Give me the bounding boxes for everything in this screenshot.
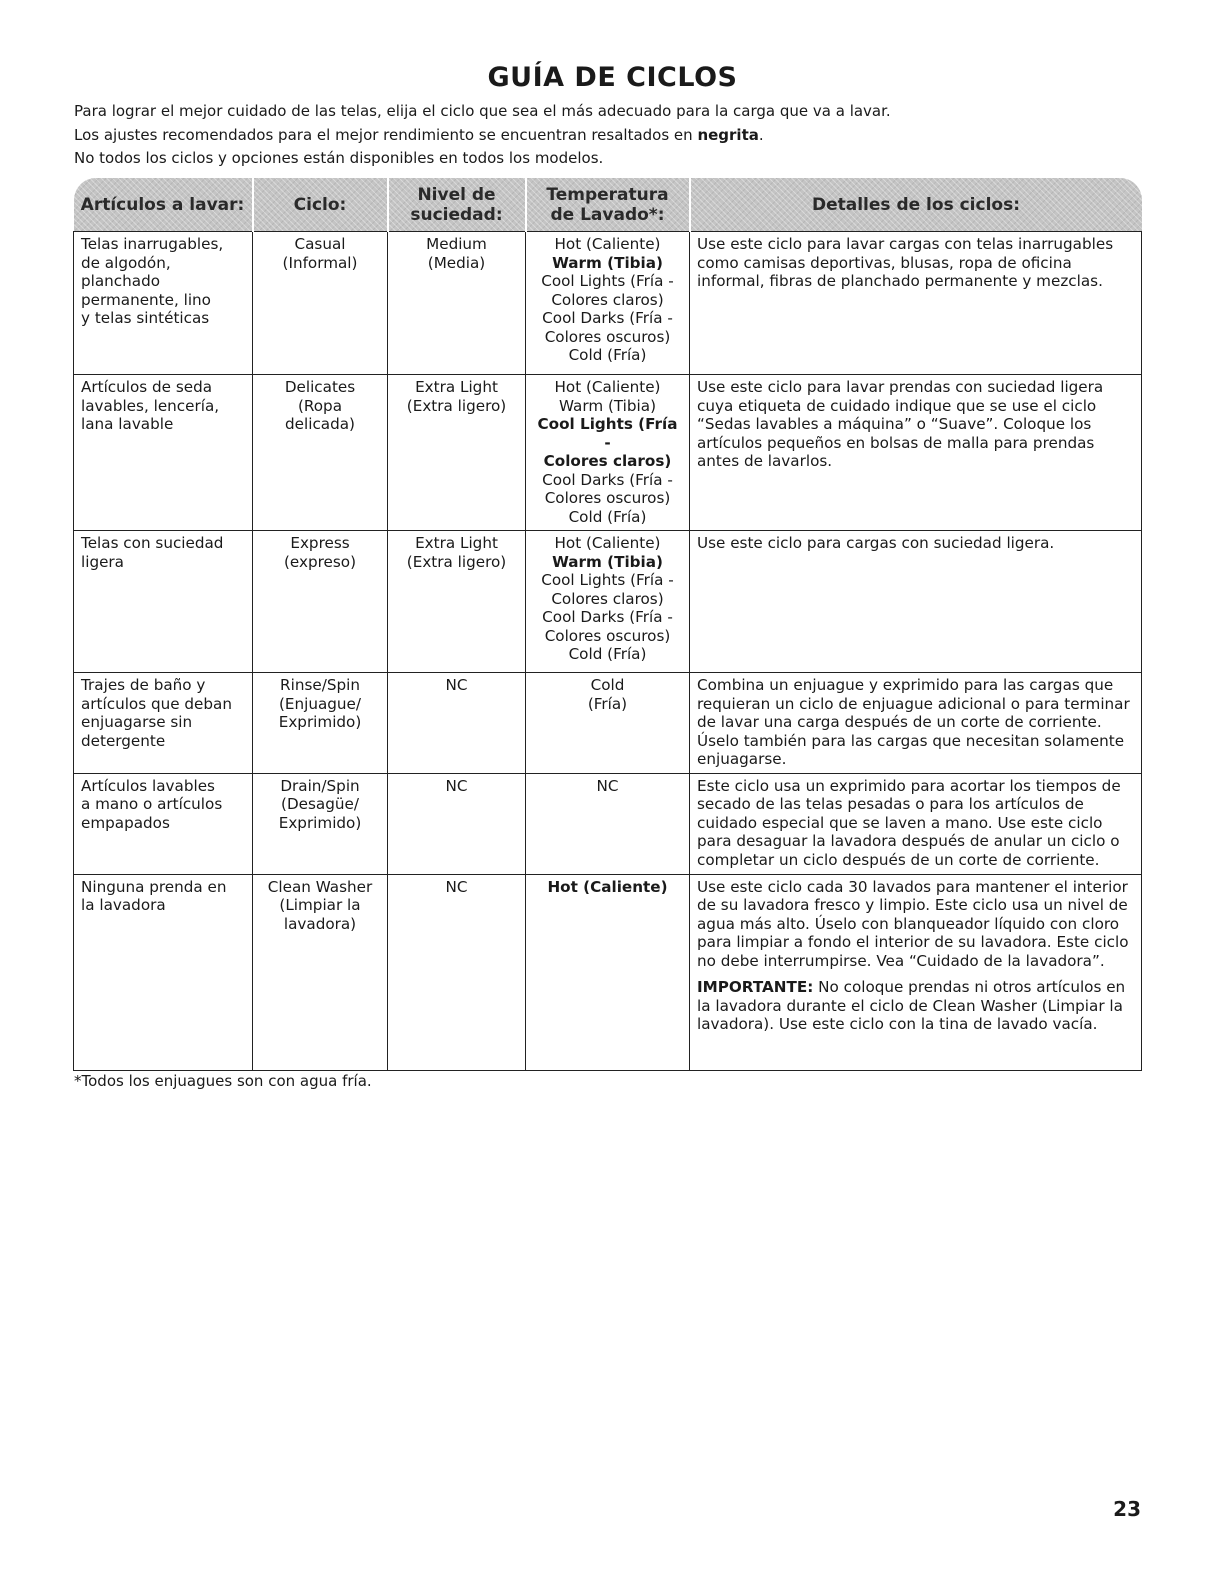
header-cycle: Ciclo: [253, 178, 388, 232]
cell-cycle [253, 531, 388, 673]
important-note [697, 978, 1134, 1034]
cell-items-line: ligera [81, 552, 124, 571]
cell-details [690, 773, 1142, 874]
header-cycle-details: Detalles de los ciclos: [690, 178, 1142, 232]
cell-items [74, 232, 253, 375]
cell-cycle-line: (Desagüe/ [281, 795, 359, 813]
temperature-option: Cold (Fría) [568, 645, 647, 663]
temperature-option: Colores oscuros) [544, 489, 671, 507]
temperature-option: Warm (Tibia) [552, 253, 663, 272]
cell-temperature [526, 531, 690, 673]
temperature-option: NC [596, 776, 619, 795]
temperature-option: Colores claros) [551, 589, 664, 608]
temperature-option: Hot (Caliente) [554, 235, 661, 253]
cell-items-line: empapados [81, 813, 170, 832]
page-title: GUÍA DE CICLOS [487, 62, 738, 93]
temperature-option: Colores oscuros) [544, 626, 671, 645]
cell-temperature [526, 232, 690, 375]
important-label: IMPORTANTE: [697, 978, 814, 996]
cell-items-line: Telas con suciedad [81, 534, 224, 552]
cell-cycle [253, 232, 388, 375]
details-text: Use este ciclo para cargas con suciedad ligera. [697, 534, 1055, 552]
cell-items-line: lana lavable [81, 415, 174, 433]
cell-items-line: Artículos lavables [81, 776, 215, 795]
cell-cycle-line: Drain/Spin [280, 776, 360, 795]
cell-cycle-line: Casual [294, 235, 346, 253]
cell-details [690, 874, 1142, 1070]
cell-items-line: enjuagarse sin [81, 713, 193, 731]
footnote: *Todos los enjuagues son con agua fría. [74, 1072, 372, 1090]
cell-items-line: Telas inarrugables, [81, 235, 224, 253]
temperature-option: Colores oscuros) [544, 327, 671, 346]
cell-items-line: Ninguna prenda en [81, 877, 227, 896]
cell-temperature [526, 673, 690, 774]
cell-cycle-line: Exprimido) [278, 713, 362, 731]
cell-items-line: Trajes de baño y [81, 676, 206, 694]
cell-soil-level-line: Medium [426, 235, 487, 253]
cell-soil-level-line: NC [445, 877, 468, 896]
cell-cycle [253, 773, 388, 874]
cell-cycle-line: Express [290, 534, 350, 552]
table-row [74, 874, 1142, 1070]
header-wash-temperature: Temperatura de Lavado*: [526, 178, 690, 232]
temperature-option: Hot (Caliente) [547, 877, 668, 896]
page-number: 23 [1113, 1497, 1141, 1521]
cycle-guide-table [73, 178, 1142, 1071]
temperature-option: Cool Lights (Fría - [541, 272, 674, 290]
cell-cycle-line: lavadora) [283, 914, 357, 933]
cell-items-line: de algodón, [81, 253, 171, 272]
intro-line-2-prefix: Los ajustes recomendados para el mejor rendimiento se encuentran resaltados en [74, 125, 698, 144]
important-text: No coloque prendas ni otros artículos en la lavadora durante el ciclo de Clean Washer (Limpiar la lavadora). Use este ciclo con la tina de lavado vacía. [697, 978, 1126, 1033]
cell-items [74, 773, 253, 874]
temperature-option: Colores claros) [551, 290, 664, 309]
details-text: Use este ciclo cada 30 lavados para mantener el interior de su lavadora fresco y limpio. Este ciclo usa un nivel de agua más alto. Úselo con blanqueador líquido con cloro para limpiar a fondo el interior de su lavadora. Este ciclo no debe interrumpirse. Vea “Cuidado de la lavadora”. [697, 877, 1129, 970]
cell-cycle-line: Rinse/Spin [280, 676, 360, 694]
cell-cycle [253, 673, 388, 774]
intro-line-1: Para lograr el mejor cuidado de las telas, elija el ciclo que sea el más adecuado para la carga que va a lavar. [74, 102, 891, 120]
cell-cycle-line: Clean Washer [267, 877, 373, 896]
cell-items [74, 673, 253, 774]
cell-items-line: detergente [81, 731, 166, 750]
cell-soil-level [388, 773, 526, 874]
cell-items [74, 531, 253, 673]
cell-items-line: y telas sintéticas [81, 309, 210, 327]
cell-cycle-line: (Ropa [297, 396, 343, 415]
table-row [74, 773, 1142, 874]
table-row [74, 232, 1142, 375]
cell-cycle-line: delicada) [285, 415, 355, 433]
header-items: Artículos a lavar: [74, 178, 253, 232]
cell-soil-level-line: (Extra ligero) [406, 552, 507, 571]
intro-line-2-bold: negrita [697, 125, 759, 144]
cell-cycle-line: Exprimido) [278, 813, 362, 832]
intro-line-2 [74, 124, 1154, 148]
intro-text [74, 100, 1154, 171]
table-row [74, 375, 1142, 531]
details-text: Use este ciclo para lavar cargas con telas inarrugables como camisas deportivas, blusas, ropa de oficina informal, fibras de planchado permanente y mezclas. [697, 235, 1114, 290]
temperature-option: (Fría) [587, 694, 628, 713]
details-text: Combina un enjuague y exprimido para las cargas que requieran un ciclo de enjuague adicional o para terminar de lavar una carga después de un corte de corriente. Úselo también para las cargas que necesitan solamente enjuagarse. [697, 676, 1130, 768]
temperature-option: Cool Darks (Fría - [542, 608, 673, 626]
cell-cycle [253, 375, 388, 531]
temperature-option: Cool Lights (Fría - [541, 571, 674, 589]
cell-temperature [526, 773, 690, 874]
cell-soil-level [388, 375, 526, 531]
temperature-option: Warm (Tibia) [559, 396, 656, 415]
cell-items-line: la lavadora [81, 896, 166, 914]
temperature-option: Cool Lights (Fría - [537, 415, 678, 452]
cell-details [690, 673, 1142, 774]
header-soil-level: Nivel de suciedad: [388, 178, 526, 232]
cell-soil-level [388, 874, 526, 1070]
cell-soil-level [388, 531, 526, 673]
intro-line-2-suffix: . [758, 125, 764, 144]
cell-items-line: artículos que deban [81, 694, 232, 713]
cell-soil-level [388, 232, 526, 375]
cell-soil-level-line: (Media) [427, 253, 486, 272]
cell-items-line: permanente, lino [81, 290, 211, 309]
temperature-option: Cold (Fría) [568, 346, 647, 364]
cell-items-line: a mano o artículos [81, 795, 223, 813]
temperature-option: Cold [590, 676, 625, 694]
temperature-option: Cool Darks (Fría - [542, 309, 673, 327]
cell-cycle-line: (Limpiar la [279, 896, 361, 914]
temperature-option: Cold (Fría) [568, 507, 647, 526]
temperature-option: Colores claros) [543, 452, 672, 470]
cell-soil-level [388, 673, 526, 774]
cell-temperature [526, 874, 690, 1070]
cell-items [74, 874, 253, 1070]
temperature-option: Cool Darks (Fría - [542, 470, 673, 489]
details-text: Este ciclo usa un exprimido para acortar los tiempos de secado de las telas pesadas o para los artículos de cuidado especial que se laven a mano. Use este ciclo para desaguar la lavadora después de anular un ciclo o completar un ciclo después de un corte de corriente. [697, 776, 1121, 869]
table-body [74, 232, 1142, 1071]
table-row [74, 673, 1142, 774]
cell-items [74, 375, 253, 531]
cell-soil-level-line: NC [445, 676, 468, 694]
cell-details [690, 232, 1142, 375]
cell-items-line: lavables, lencería, [81, 396, 220, 415]
details-text: Use este ciclo para lavar prendas con suciedad ligera cuya etiqueta de cuidado indique que se use el ciclo “Sedas lavables a máquina” o “Suave”. Coloque los artículos pequeños en bolsas de malla para prendas antes de lavarlos. [697, 378, 1104, 470]
cell-soil-level-line: Extra Light [415, 534, 498, 552]
cell-temperature [526, 375, 690, 531]
temperature-option: Hot (Caliente) [554, 534, 661, 552]
cell-cycle-line: (Informal) [282, 253, 358, 272]
cell-cycle-line: (expreso) [283, 552, 356, 571]
cell-details [690, 531, 1142, 673]
table-header-row [74, 178, 1142, 232]
cell-soil-level-line: NC [445, 776, 468, 795]
intro-line-3: No todos los ciclos y opciones están disponibles en todos los modelos. [74, 149, 604, 167]
table-row [74, 531, 1142, 673]
cell-cycle-line: (Enjuague/ [278, 694, 362, 713]
cell-soil-level-line: Extra Light [415, 378, 498, 396]
cell-details [690, 375, 1142, 531]
cell-items-line: planchado [81, 272, 161, 290]
cell-items-line: Artículos de seda [81, 378, 213, 396]
temperature-option: Warm (Tibia) [552, 552, 663, 571]
cell-cycle [253, 874, 388, 1070]
cell-soil-level-line: (Extra ligero) [406, 396, 507, 415]
temperature-option: Hot (Caliente) [554, 378, 661, 396]
cell-cycle-line: Delicates [284, 378, 356, 396]
